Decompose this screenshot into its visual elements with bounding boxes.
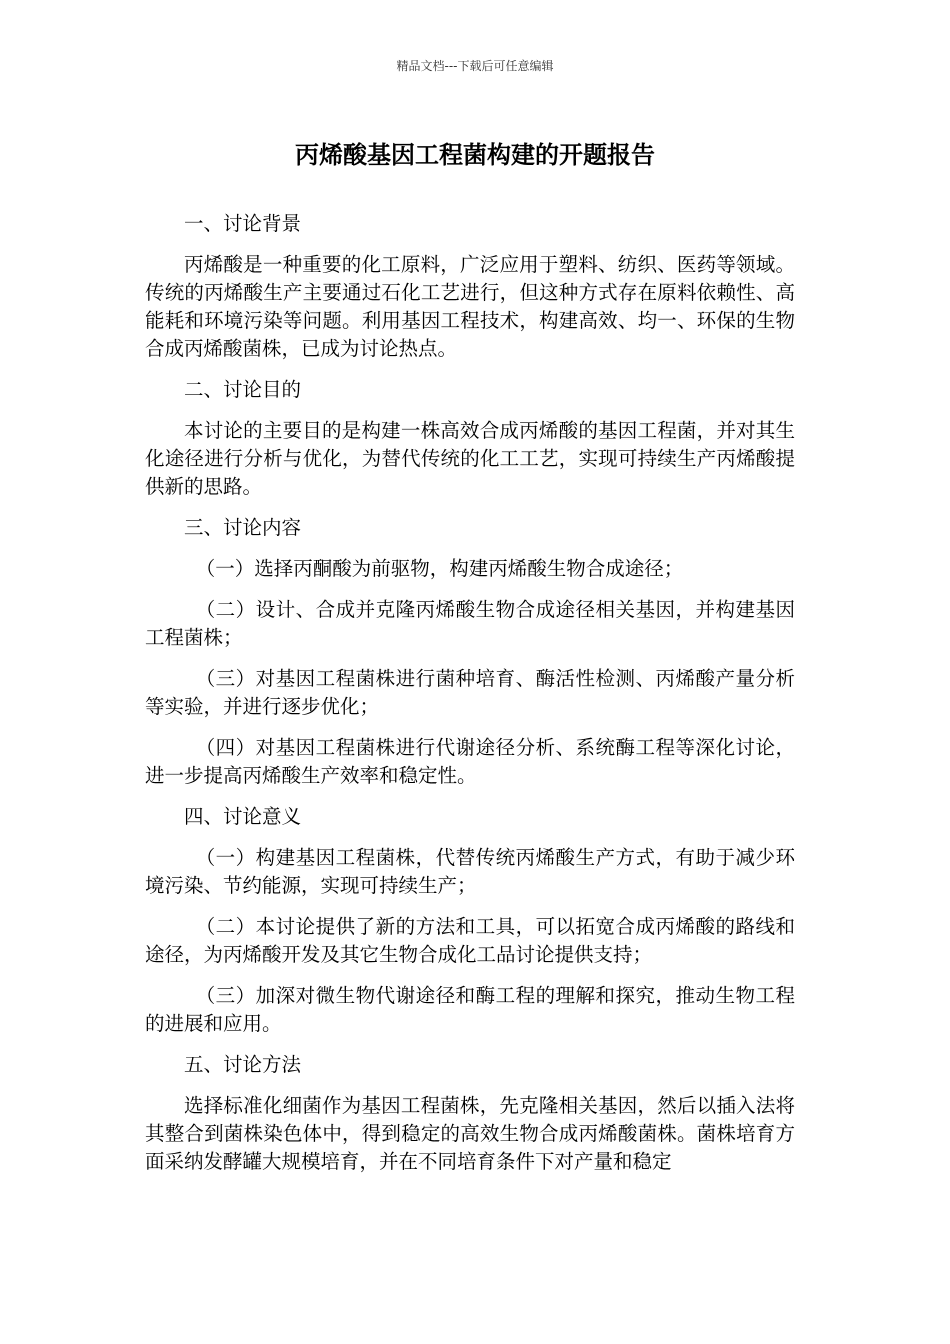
content-item-4: （四）对基因工程菌株进行代谢途径分析、系统酶工程等深化讨论，进一步提高丙烯酸生产效率和稳定性。 bbox=[145, 736, 795, 787]
paragraph-background: 丙烯酸是一种重要的化工原料，广泛应用于塑料、纺织、医药等领域。传统的丙烯酸生产主要通过石化工艺进行，但这种方式存在原料依赖性、高能耗和环境污染等问题。利用基因工程技术，构建高效、均一、环保的生物合成丙烯酸菌株，已成为讨论热点。 bbox=[145, 253, 795, 360]
section-heading-purpose: 二、讨论目的 bbox=[184, 378, 302, 401]
significance-item-2: （二）本讨论提供了新的方法和工具，可以拓宽合成丙烯酸的路线和途径，为丙烯酸开发及其它生物合成化工品讨论提供支持； bbox=[145, 915, 795, 966]
content-item-2: （二）设计、合成并克隆丙烯酸生物合成途径相关基因，并构建基因工程菌株； bbox=[145, 598, 795, 649]
section-heading-methods: 五、讨论方法 bbox=[184, 1053, 302, 1076]
section-heading-background: 一、讨论背景 bbox=[184, 212, 302, 235]
paragraph-methods: 选择标准化细菌作为基因工程菌株，先克隆相关基因，然后以插入法将其整合到菌株染色体中，得到稳定的高效生物合成丙烯酸菌株。菌株培育方面采纳发酵罐大规模培育，并在不同培育条件下对产量和稳定 bbox=[145, 1094, 795, 1173]
paragraph-purpose: 本讨论的主要目的是构建一株高效合成丙烯酸的基因工程菌，并对其生化途径进行分析与优化，为替代传统的化工工艺，实现可持续生产丙烯酸提供新的思路。 bbox=[145, 419, 795, 498]
section-heading-content: 三、讨论内容 bbox=[184, 516, 302, 539]
content-item-1: （一）选择丙酮酸为前驱物，构建丙烯酸生物合成途径； bbox=[195, 557, 684, 580]
document-body bbox=[145, 210, 795, 1189]
significance-item-3: （三）加深对微生物代谢途径和酶工程的理解和探究，推动生物工程的进展和应用。 bbox=[145, 984, 795, 1035]
significance-item-1: （一）构建基因工程菌株，代替传统丙烯酸生产方式，有助于减少环境污染、节约能源，实现可持续生产； bbox=[145, 846, 795, 897]
content-item-3: （三）对基因工程菌株进行菌种培育、酶活性检测、丙烯酸产量分析等实验，并进行逐步优化； bbox=[145, 667, 795, 718]
section-heading-significance: 四、讨论意义 bbox=[184, 805, 302, 828]
document-title: 丙烯酸基因工程菌构建的开题报告 bbox=[295, 141, 655, 169]
page-header-watermark: 精品文档---下载后可任意编辑 bbox=[396, 59, 554, 73]
